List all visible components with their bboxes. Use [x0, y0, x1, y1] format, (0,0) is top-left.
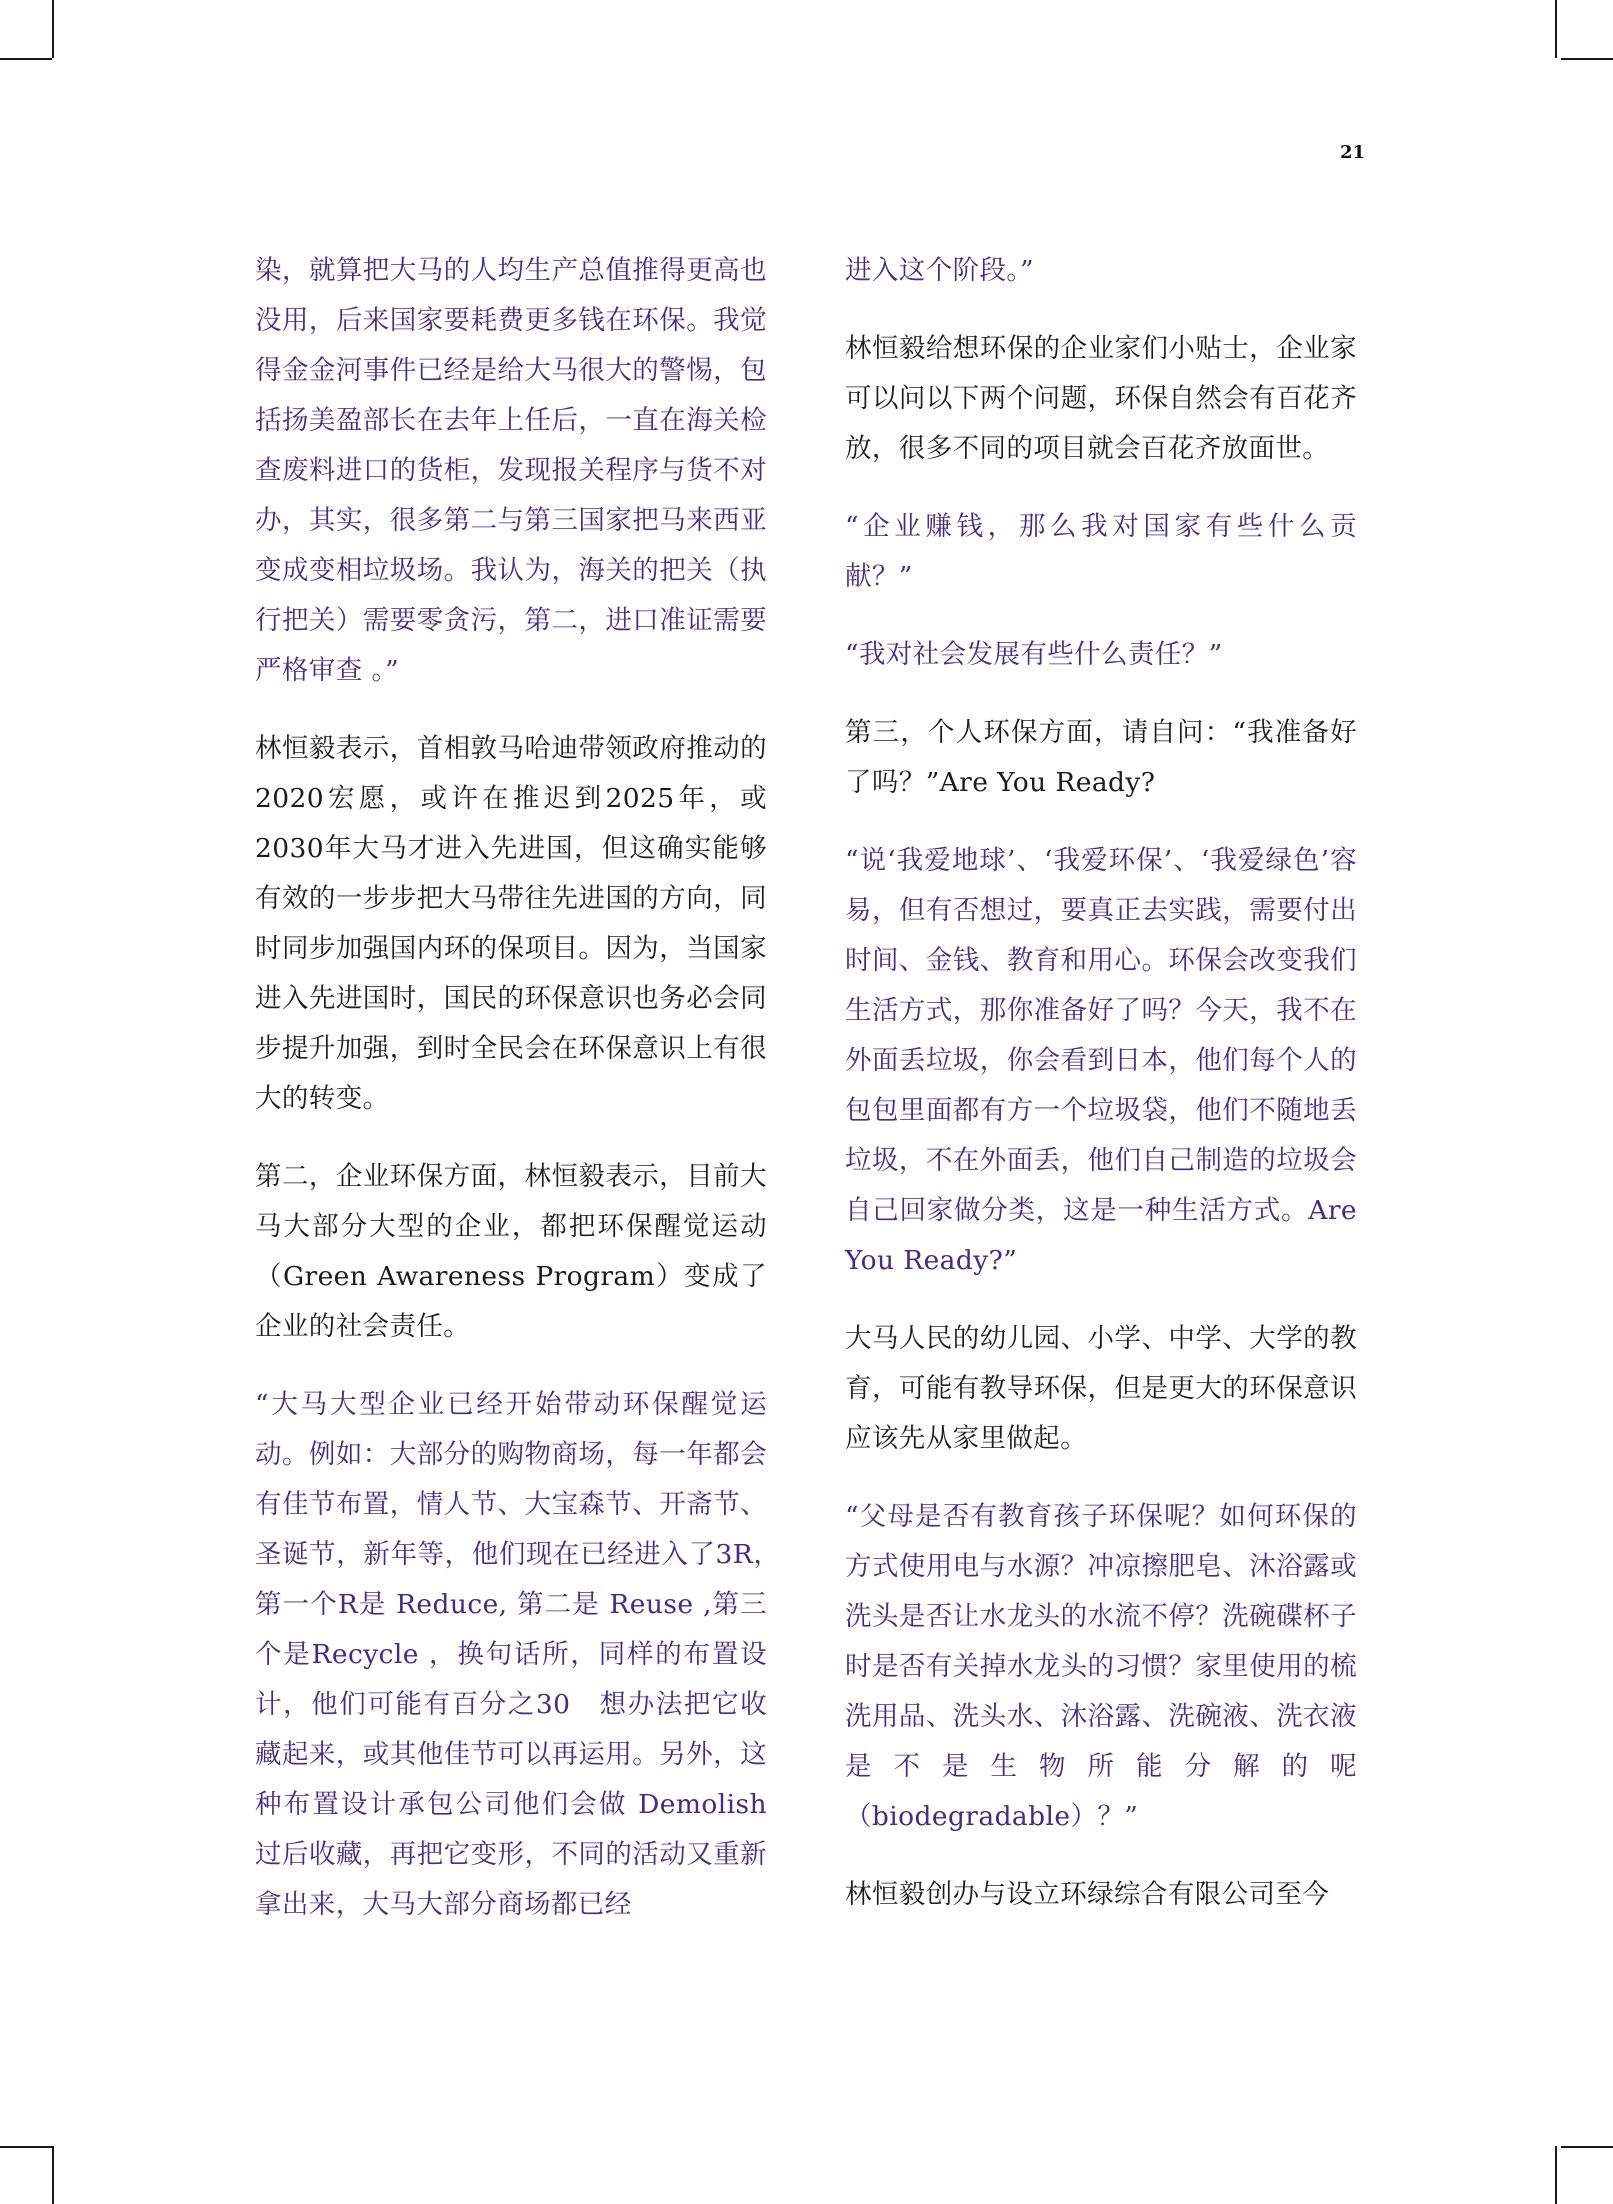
crop-mark-bottom-right-vertical [1555, 2146, 1557, 2204]
crop-mark-top-right-horizontal [1561, 58, 1613, 60]
crop-mark-bottom-right-horizontal [1561, 2146, 1613, 2148]
paragraph-body: 林恒毅创办与设立环绿综合有限公司至今 [845, 1879, 1330, 1910]
paragraph-quote: “企业赚钱，那么我对国家有些什么贡献？” [845, 511, 1357, 592]
crop-mark-top-right-vertical [1555, 0, 1557, 58]
paragraph-quote: “父母是否有教育孩子环保呢？如何环保的方式使用电与水源？冲凉擦肥皂、沐浴露或洗头是否让水龙头的水流不停？洗碗碟杯子时是否有关掉水龙头的习惯？家里使用的梳洗用品、洗头水、沐浴露、洗碗液、洗衣液是不是生物所能分解的呢（biodegradable）？” [845, 1501, 1357, 1832]
crop-mark-top-left-horizontal [0, 58, 52, 60]
paragraph-quote: “大马大型企业已经开始带动环保醒觉运动。例如：大部分的购物商场，每一年都会有佳节布置，情人节、大宝森节、开斋节、圣诞节，新年等，他们现在已经进入了3R， 第一个R是 Reduce, 第二是 Reuse ,第三个是Recycle ，换句话所，同样的布置设计，他们可能有百分之30 想办法把它收藏起来，或其他佳节可以再运用。另外，这种布置设计承包公司他们会做 Demolish过后收藏，再把它变形，不同的活动又重新拿出来，大马大部分商场都已经 [255, 1389, 794, 1920]
paragraph-body: 第二，企业环保方面，林恒毅表示，目前大马大部分大型的企业，都把环保醒觉运动（Green Awareness Program）变成了企业的社会责任。 [255, 1161, 767, 1342]
paragraph-body: 第三，个人环保方面，请自问：“我准备好了吗？”Are You Ready? [845, 717, 1357, 798]
paragraph-quote: “我对社会发展有些什么责任？” [845, 639, 1223, 670]
paragraph-quote: “说‘我爱地球’、‘我爱环保’、‘我爱绿色’容易，但有否想过，要真正去实践，需要付出时间、金钱、教育和用心。环保会改变我们生活方式，那你准备好了吗？今天，我不在外面丢垃圾，你会看到日本，他们每个人的包包里面都有方一个垃圾袋，他们不随地丢垃圾，不在外面丢，他们自己制造的垃圾会自己回家做分类，这是一种生活方式。Are You Ready?” [845, 845, 1357, 1276]
crop-mark-bottom-left-horizontal [0, 2146, 52, 2148]
paragraph-quote: 染，就算把大马的人均生产总值推得更高也没用，后来国家要耗费更多钱在环保。我觉得金金河事件已经是给大马很大的警惕，包括扬美盈部长在去年上任后，一直在海关检查废料进口的货柜，发现报关程序与货不对办，其实，很多第二与第三国家把马来西亚变成变相垃圾场。我认为，海关的把关（执行把关）需要零贪污，第二，进口准证需要严格审查 。” [255, 255, 767, 686]
paragraph-body: 林恒毅表示，首相敦马哈迪带领政府推动的 2020宏愿，或许在推迟到2025年，或2030年大马才进入先进国，但这确实能够有效的一步步把大马带往先进国的方向，同时同步加强国内环的保项目。因为，当国家进入先进国时，国民的环保意识也务必会同步提升加强，到时全民会在环保意识上有很大的转变。 [255, 733, 794, 1114]
right-column [845, 246, 1357, 1948]
left-column [255, 246, 794, 1958]
paragraph-body: 林恒毅给想环保的企业家们小贴士，企业家可以问以下两个问题，环保自然会有百花齐放，很多不同的项目就会百花齐放面世。 [845, 333, 1357, 464]
paragraph-body: 大马人民的幼儿园、小学、中学、大学的教育，可能有教导环保，但是更大的环保意识应该先从家里做起。 [845, 1323, 1357, 1454]
page-number: 21 [1339, 142, 1365, 163]
crop-mark-top-left-vertical [52, 0, 54, 58]
crop-mark-bottom-left-vertical [52, 2146, 54, 2204]
paragraph-quote: 进入这个阶段。” [845, 255, 1034, 286]
